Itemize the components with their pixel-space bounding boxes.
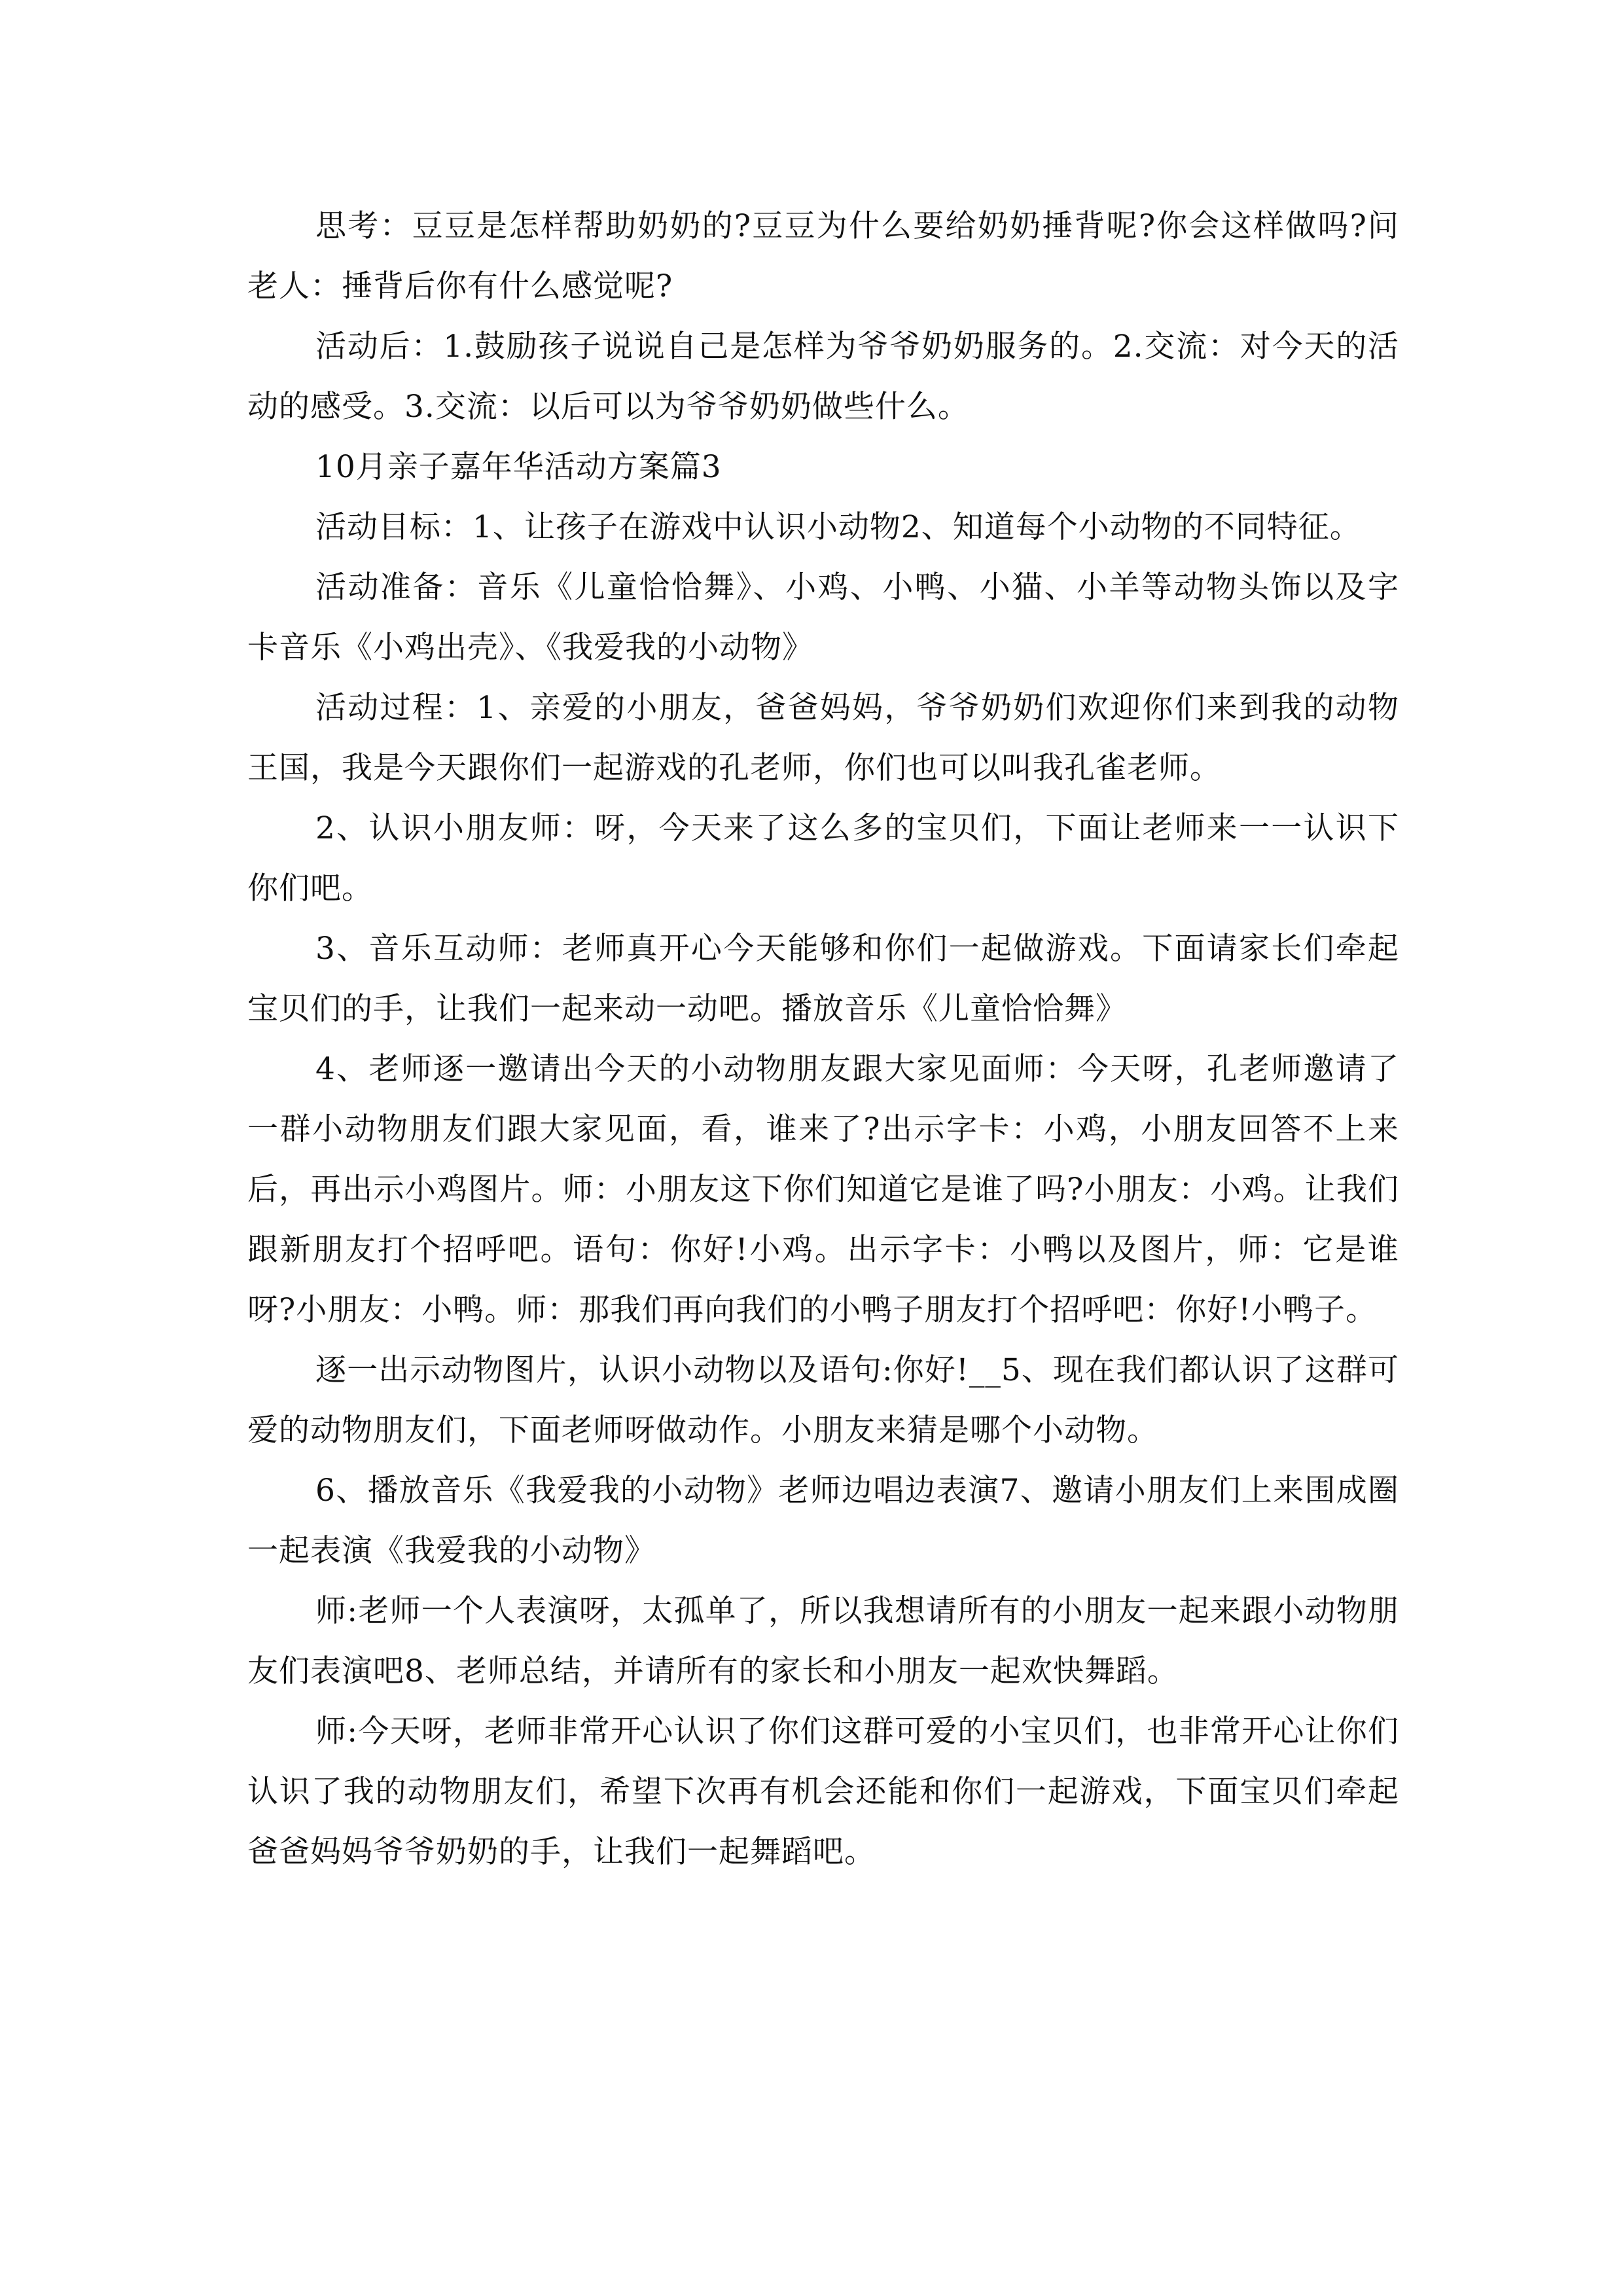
document-body [247,196,1399,1882]
paragraph-teacher-1: 师:老师一个人表演呀，太孤单了，所以我想请所有的小朋友一起来跟小动物朋友们表演吧8、老师总结，并请所有的家长和小朋友一起欢快舞蹈。 [247,1593,1399,1689]
paragraph-step-6-7: 6、播放音乐《我爱我的小动物》老师边唱边表演7、邀请小朋友们上来围成圈一起表演《我爱我的小动物》 [247,1473,1399,1569]
paragraph-activity-process: 活动过程：1、亲爱的小朋友，爸爸妈妈，爷爷奶奶们欢迎你们来到我的动物王国，我是今天跟你们一起游戏的孔老师，你们也可以叫我孔雀老师。 [247,690,1399,786]
paragraph-activity-goals: 活动目标：1、让孩子在游戏中认识小动物2、知道每个小动物的不同特征。 [315,509,1361,545]
paragraph-thinking: 思考：豆豆是怎样帮助奶奶的?豆豆为什么要给奶奶捶背呢?你会这样做吗?问老人：捶背后你有什么感觉呢? [247,208,1399,304]
paragraph-step-2: 2、认识小朋友师：呀，今天来了这么多的宝贝们，下面让老师来一一认识下你们吧。 [247,810,1399,906]
paragraph-activity-prep: 活动准备：音乐《儿童恰恰舞》、小鸡、小鸭、小猫、小羊等动物头饰以及字卡音乐《小鸡出壳》、《我爱我的小动物》 [247,569,1399,666]
paragraph-step-5: 逐一出示动物图片，认识小动物以及语句:你好!__5、现在我们都认识了这群可爱的动物朋友们，下面老师呀做动作。小朋友来猜是哪个小动物。 [247,1352,1399,1448]
paragraph-teacher-2: 师:今天呀，老师非常开心认识了你们这群可爱的小宝贝们，也非常开心让你们认识了我的动物朋友们，希望下次再有机会还能和你们一起游戏，下面宝贝们牵起爸爸妈妈爷爷奶奶的手，让我们一起舞蹈吧。 [247,1713,1399,1870]
paragraph-step-3: 3、音乐互动师：老师真开心今天能够和你们一起做游戏。下面请家长们牵起宝贝们的手，让我们一起来动一动吧。播放音乐《儿童恰恰舞》 [247,931,1399,1027]
paragraph-after-activity: 活动后：1.鼓励孩子说说自己是怎样为爷爷奶奶服务的。2.交流：对今天的活动的感受。3.交流：以后可以为爷爷奶奶做些什么。 [247,329,1399,425]
section-heading: 10月亲子嘉年华活动方案篇3 [315,449,722,485]
paragraph-step-4: 4、老师逐一邀请出今天的小动物朋友跟大家见面师：今天呀，孔老师邀请了一群小动物朋友们跟大家见面，看，谁来了?出示字卡：小鸡，小朋友回答不上来后，再出示小鸡图片。师：小朋友这下你们知道它是谁了吗?小朋友：小鸡。让我们跟新朋友打个招呼吧。语句：你好!小鸡。出示字卡：小鸭以及图片，师：它是谁呀?小朋友：小鸭。师：那我们再向我们的小鸭子朋友打个招呼吧：你好!小鸭子。 [247,1051,1399,1328]
